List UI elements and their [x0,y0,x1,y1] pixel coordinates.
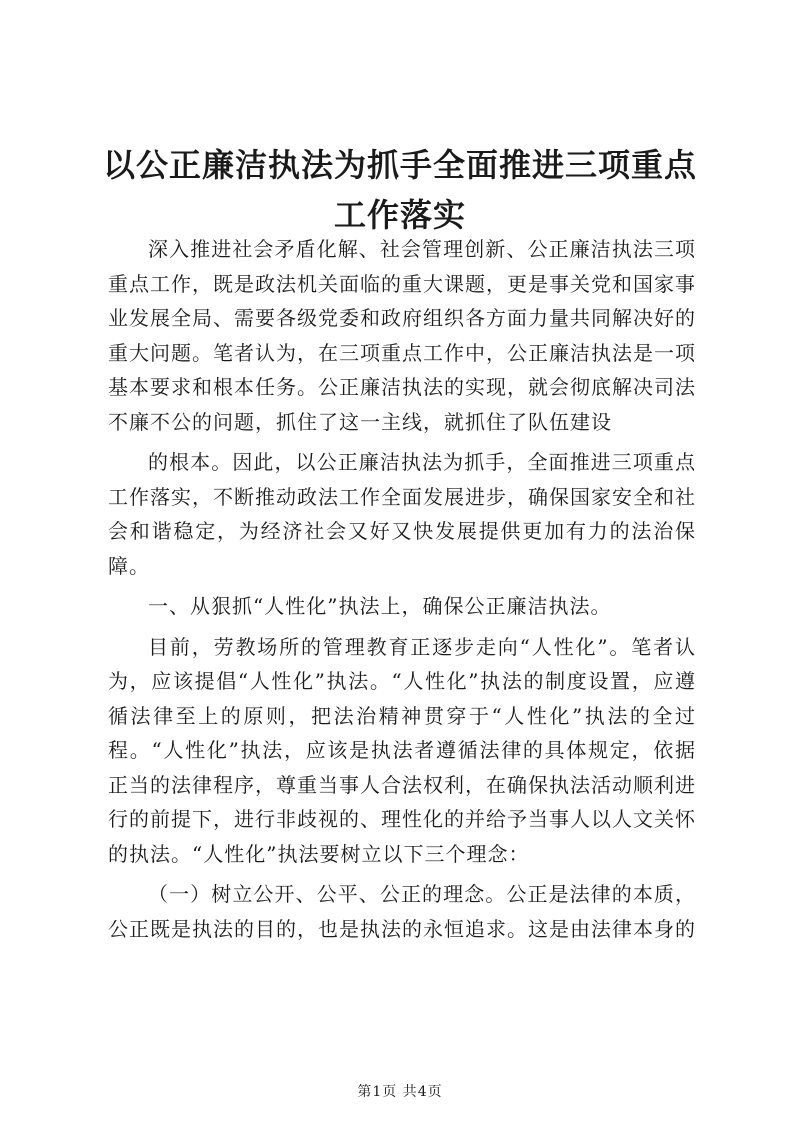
paragraph-humanized-enforcement: 目前，劳教场所的管理教育正逐步走向“人性化”。笔者认为，应该提倡“人性化”执法。“人性化”执法的制度设置，应遵循法律至上的原则，把法治精神贯穿于“人性化”执法的全过程。“人性化”执法，应该是执法者遵循法律的具体规定，依据正当的法律程序，尊重当事人合法权利，在确保执法活动顺利进行的前提下，进行非歧视的、理性化的并给予当事人以人文关怀的执法。“人性化”执法要树立以下三个理念： [108,634,696,866]
page-footer: 第1页 共4页 [357,1084,443,1100]
section-heading-1: 一、从狠抓“人性化”执法上，确保公正廉洁执法。 [148,594,612,618]
document-body [108,232,696,946]
paragraph-intro: 深入推进社会矛盾化解、社会管理创新、公正廉洁执法三项重点工作，既是政法机关面临的重大课题，更是事关党和国家事业发展全局、需要各级党委和政府组织各方面力量共同解决好的重大问题。笔者认为，在三项重点工作中，公正廉洁执法是一项基本要求和根本任务。公正廉洁执法的实现，就会彻底解决司法不廉不公的问题，抓住了这一主线，就抓住了队伍建设 [108,237,696,434]
document-title: 以公正廉洁执法为抓手全面推进三项重点工作落实 [102,146,697,234]
paragraph-subsection-1: （一）树立公开、公平、公正的理念。公正是法律的本质，公正既是执法的目的，也是执法的永恒追求。这是由法律本身的 [108,882,696,941]
paragraph-continuation: 的根本。因此，以公正廉洁执法为抓手，全面推进三项重点工作落实，不断推动政法工作全面发展进步，确保国家安全和社会和谐稳定，为经济社会又好又快发展提供更加有力的法治保障。 [108,450,696,578]
